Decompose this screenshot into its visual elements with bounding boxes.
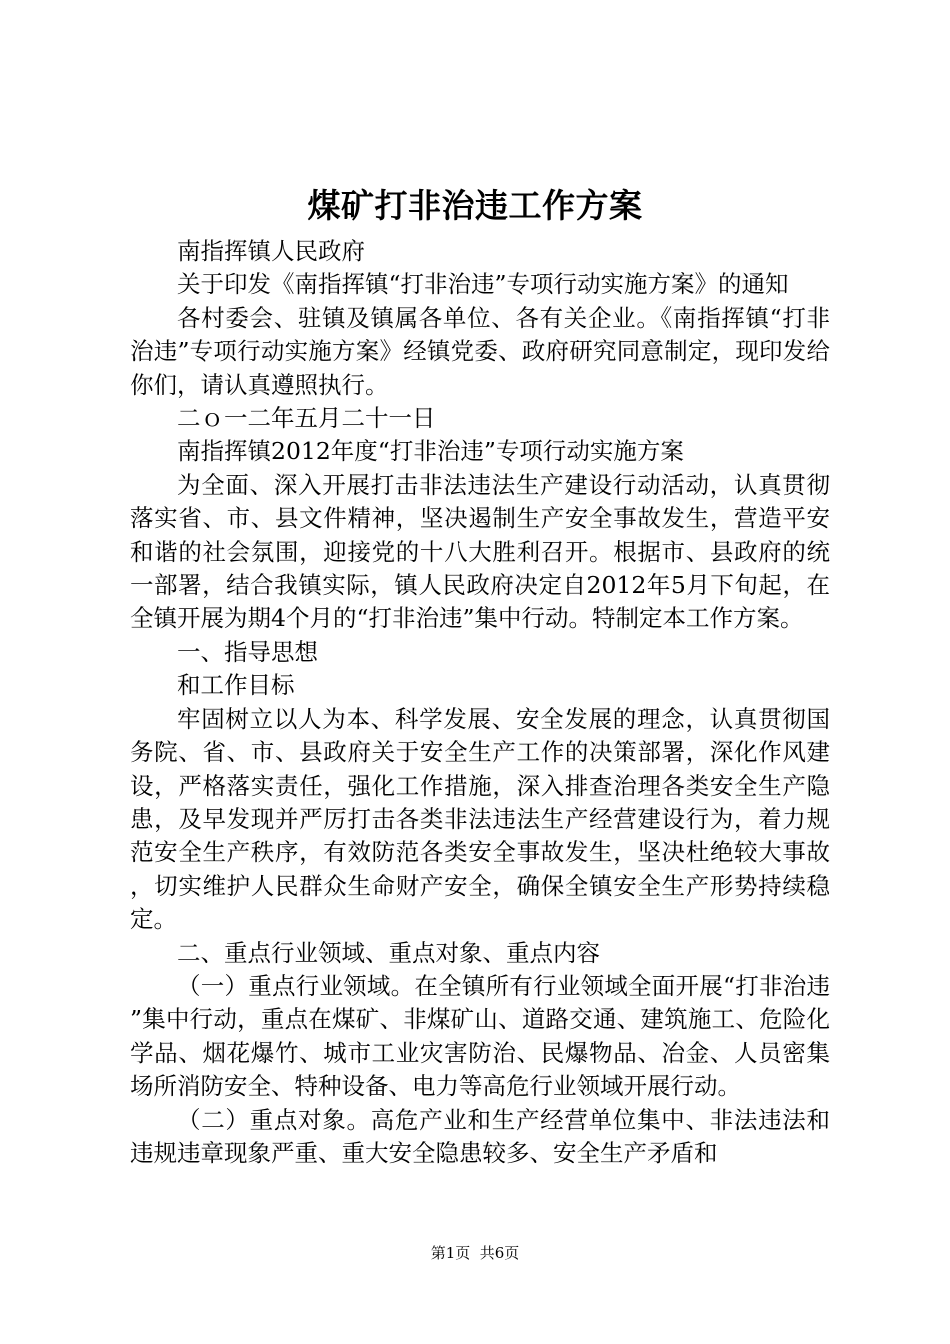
paragraph-issuer: 南指挥镇人民政府	[177, 237, 365, 265]
paragraph-intro: 为全面、深入开展打击非法违法生产建设行动活动，认真贯彻落实省、市、县文件精神，坚决遏制生产安全事故发生，营造平安和谐的社会氛围，迎接党的十八大胜利召开。根据市、县政府的统一部署，结合我镇实际，镇人民政府决定自2012年5月下旬起，在全镇开展为期4个月的“打非治违”集中行动。特制定本工作方案。	[130, 470, 830, 633]
document-title: 煤矿打非治违工作方案	[307, 186, 643, 225]
paragraph-date: 二ｏ一二年五月二十一日	[177, 404, 436, 433]
paragraph-recipients: 各村委会、驻镇及镇属各单位、各有关企业。《南指挥镇“打非治违”专项行动实施方案》经镇党委、政府研究同意制定，现印发给你们，请认真遵照执行。	[130, 303, 830, 399]
paragraph-key-industries: （一）重点行业领域。在全镇所有行业领域全面开展“打非治违”集中行动，重点在煤矿、非煤矿山、道路交通、建筑施工、危险化学品、烟花爆竹、城市工业灾害防治、民爆物品、冶金、人员密集场所消防安全、特种设备、电力等高危行业领域开展行动。	[130, 971, 830, 1101]
heading-guiding-ideology: 一、指导思想	[177, 637, 318, 666]
page-number: 第1页 共6页	[430, 1244, 520, 1262]
paragraph-plan-title: 南指挥镇2012年度“打非治违”专项行动实施方案	[177, 437, 684, 466]
document-body	[130, 235, 830, 1170]
paragraph-key-targets: （二）重点对象。高危产业和生产经营单位集中、非法违法和违规违章现象严重、重大安全隐患较多、安全生产矛盾和	[130, 1105, 830, 1167]
paragraph-notice-title: 关于印发《南指挥镇“打非治违”专项行动实施方案》的通知	[177, 270, 789, 299]
page-footer	[0, 1243, 950, 1263]
heading-work-goals: 和工作目标	[177, 671, 295, 700]
paragraph-goals: 牢固树立以人为本、科学发展、安全发展的理念，认真贯彻国务院、省、市、县政府关于安全生产工作的决策部署，深化作风建设，严格落实责任，强化工作措施，深入排查治理各类安全生产隐患，及早发现并严厉打击各类非法违法生产经营建设行为，着力规范安全生产秩序，有效防范各类安全事故发生，坚决杜绝较大事故，切实维护人民群众生命财产安全，确保全镇安全生产形势持续稳定。	[130, 704, 830, 934]
heading-key-areas: 二、重点行业领域、重点对象、重点内容	[177, 938, 600, 967]
